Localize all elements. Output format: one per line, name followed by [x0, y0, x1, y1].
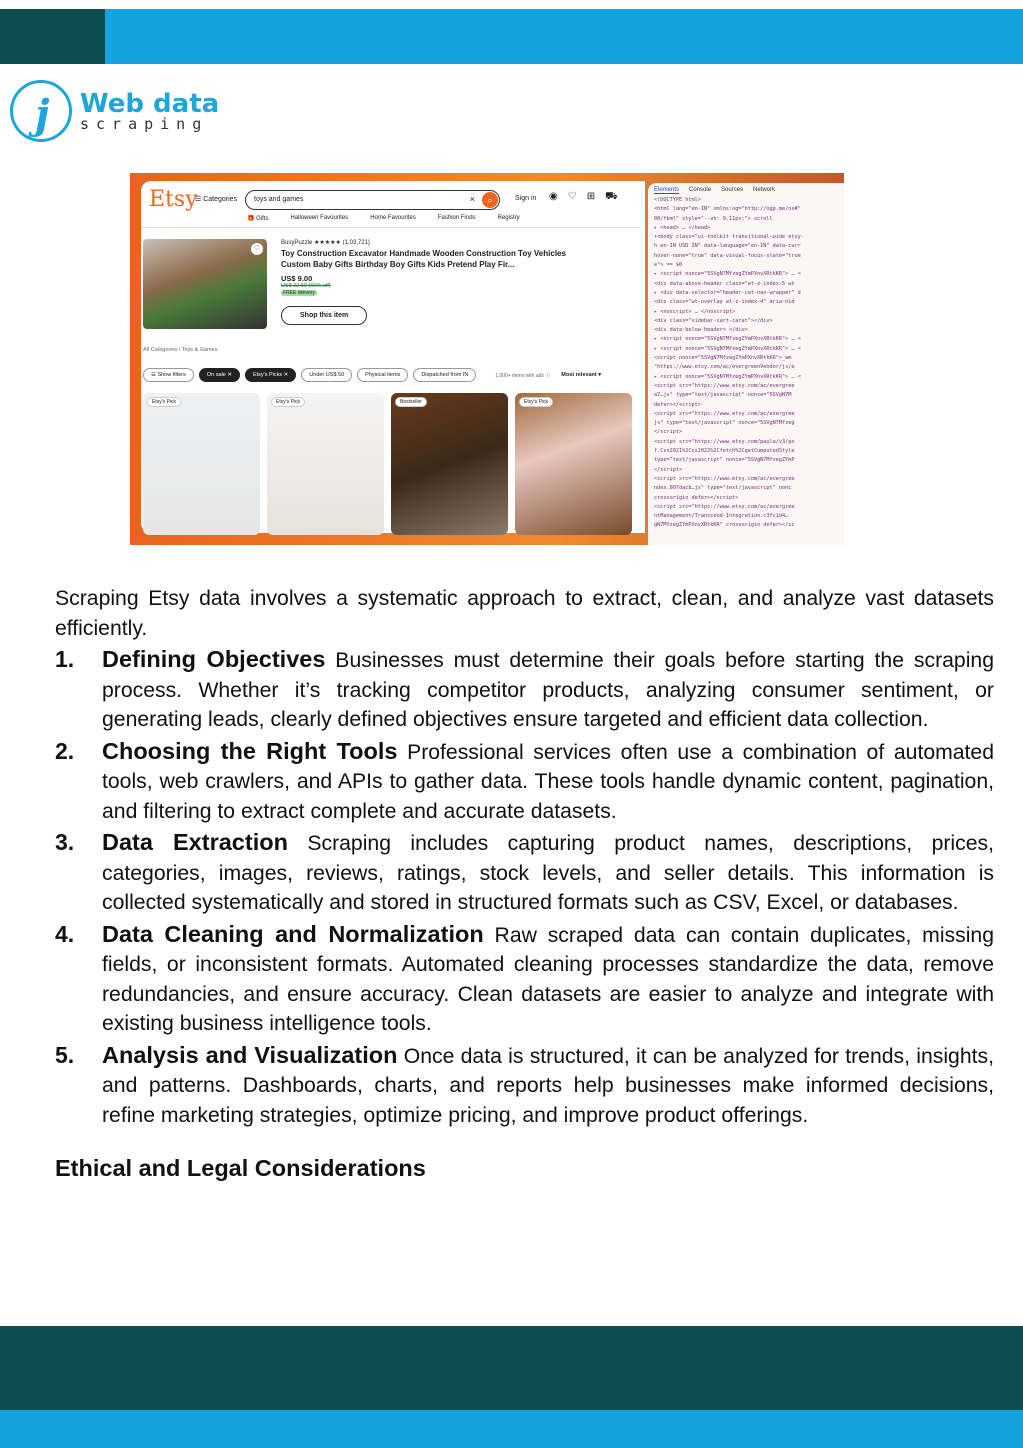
code-line: type="text/javascript" nonce="5SVgN7MfzegZYmP [654, 457, 795, 464]
code-line: 00/fbml" style="--vh: 9.11px;"> scroll [654, 215, 773, 222]
code-line: <script src="https://www.etsy.com/ac/evergree [654, 475, 795, 482]
list-item [55, 737, 994, 827]
item-number: 3. [55, 829, 75, 855]
code-line: ▸ <script nonce="5SVgN7MfzegZYmPXnvXRtkKR"> … < [654, 271, 801, 278]
section-heading: Ethical and Legal Considerations [55, 1155, 426, 1181]
filter-chip: Etsy's Picks ✕ [245, 368, 296, 382]
code-line: a7…js" type="text/javascript" nonce="5SVgN7M [654, 392, 792, 399]
code-line: e"> == $0 [654, 262, 683, 269]
list-item [55, 920, 994, 1039]
etsy-screenshot [130, 173, 844, 545]
item-text: Raw scraped data can contain duplicates, missing fields, or inconsistent formats. Automated cleaning processes standardize the data, remove redundancies, and ensure accuracy. Clean datasets are easier to analyze and integrate with existing business intelligence tools. [102, 923, 994, 1035]
item-text: Once data is structured, it can be analyzed for trends, insights, and patterns. Dashboards, charts, and reports help businesses make informed decisions, refine marketing strategies, optimize pricing, and improve product offerings. [102, 1044, 994, 1127]
article-body [55, 584, 994, 1132]
tile-badge: Etsy's Pick [271, 397, 305, 407]
code-line: <script nonce="5SVgN7MfzegZYmPXnvXRtkKR">_wm [654, 355, 792, 362]
nav-item: 🎁 Gifts [247, 216, 269, 222]
devtools-tab: Sources [721, 187, 744, 193]
product-title: Toy Construction Excavator Handmade Wooden Construction Toy Vehicles Custom Baby Gifts Birthday Boy Gifts Kids Pretend Play Fir... [281, 249, 566, 269]
code-line: js" type="text/javascript" nonce="5SVgN7Mfzeg [654, 420, 795, 427]
item-heading: Defining Objectives [102, 646, 326, 672]
item-number: 4. [55, 920, 75, 947]
nav-item: Halloween Favourites [290, 215, 349, 221]
company-logo [10, 78, 219, 144]
favorite-icon: ♡ [251, 243, 263, 255]
code-line: "https://www.etsy.com/ac/evergreenVendor/js/e [654, 364, 795, 371]
tile-badge: Bestseller [395, 397, 427, 407]
item-number: 5. [55, 1041, 75, 1068]
product-image [143, 239, 267, 329]
item-text: Businesses must determine their goals before starting the scraping process. Whether it’s tracking competitor products, analyzing consumer sentiment, or generating leads, clearly defined objectives ensure targeted and efficient data collection. [102, 649, 994, 731]
sign-in-link: Sign in [515, 195, 537, 202]
filter-chip: Under US$ 50 [301, 368, 352, 382]
devtools-tab: Elements [654, 187, 680, 193]
header-band [0, 9, 1023, 64]
item-heading: Analysis and Visualization [102, 1041, 398, 1068]
product-tile [143, 393, 260, 535]
nav-item: Home Favourites [370, 215, 416, 221]
logo-mark-icon [10, 80, 72, 142]
logo-main-text: Web data [80, 89, 220, 119]
filter-chip: On sale ✕ [199, 368, 240, 382]
list-item [55, 828, 994, 918]
nav-item: Fashion Finds [437, 215, 476, 221]
devtools-tab: Console [689, 187, 712, 193]
list-item [55, 1041, 994, 1131]
code-line: f.Css2021%2Css2022%2Cfetch%2CgetComputedStyle [654, 448, 795, 455]
code-line: <div data-below-header> </div> [654, 327, 748, 334]
code-line: <script src="https://www.etsy.com/paula/v3/po [654, 438, 795, 445]
clear-icon: × [469, 194, 475, 204]
filter-chip: Physical items [357, 368, 408, 382]
code-line: <div data-above-header class="wt-z-index-5 wt [654, 280, 795, 287]
code-line: <div class="sidebar-cart-carat"></div> [654, 317, 773, 324]
code-line: </script> [654, 429, 683, 436]
product-price: US$ 9.00 [281, 274, 313, 283]
item-text: Scraping includes capturing product names, descriptions, prices, categories, images, reviews, ratings, stock levels, and seller details. This information is collected systematically and stored in structured formats such as CSV, Excel, or databases. [102, 832, 994, 914]
item-heading: Choosing the Right Tools [102, 737, 398, 764]
gift-icon: ⊞ [586, 191, 596, 202]
nav-item: Registry [497, 215, 520, 221]
heart-icon: ♡ [567, 191, 577, 202]
etsy-logo: Etsy [149, 187, 198, 212]
code-line: ▸ <script nonce="5SVgN7MfzegZYmPXnvXRtkKR"> … < [654, 336, 801, 343]
seller-rating: BusyPuzzle ★★★★★ (1,03,721) [281, 240, 370, 246]
item-heading: Data Extraction [102, 829, 288, 855]
item-number: 1. [55, 646, 75, 672]
etsy-page [141, 181, 645, 533]
code-line: <div class="wt-overlay wt-z-index-4" aria-hid [654, 299, 795, 306]
code-line: <script src="https://www.etsy.com/ac/evergree [654, 503, 795, 510]
code-line: ▸ <div data-selector="header-cat-nav-wrapper" d [654, 289, 801, 296]
etsy-search-input [245, 190, 500, 210]
shop-item-button: Shop this item [281, 306, 367, 325]
categories-menu: ☰ Categories [195, 196, 238, 203]
steps-list [55, 645, 994, 1130]
product-tile [391, 393, 508, 535]
search-icon: ⌕ [482, 192, 498, 208]
filter-chip: Dispatched from IN [413, 368, 476, 382]
code-line: hover-none="true" data-visual-focus-state="true [654, 252, 801, 259]
item-number: 2. [55, 737, 75, 764]
footer-band [0, 1326, 1023, 1410]
item-heading: Data Cleaning and Normalization [102, 920, 484, 947]
code-line: <script src="https://www.etsy.com/ac/evergree [654, 410, 795, 417]
product-grid [143, 393, 632, 535]
code-line: ▸ <script nonce="5SVgN7MfzegZYmPXnvXRtkKR"> … < [654, 345, 801, 352]
code-line: crossorigin defer></script> [654, 494, 739, 501]
sort-dropdown: Most relevant ▾ [561, 372, 602, 378]
code-line: gN7MfzegZYmPXnvXRtkKR" crossorigin defer></sc [654, 522, 795, 529]
code-line: ▸ <script nonce="5SVgN7MfzegZYmPXnvXRtkKR"> … < [654, 373, 801, 380]
code-line: h en-IN USD IN" data-language="en-IN" data-curr [654, 243, 801, 250]
free-delivery-badge: FREE delivery [283, 290, 315, 296]
search-value: toys and games [254, 196, 304, 203]
results-count: 1,000+ items with ads ⓘ [495, 372, 551, 379]
devtools-panel [648, 183, 844, 545]
logo-sub-text: scraping [80, 115, 209, 133]
list-item [55, 645, 994, 735]
product-tile [515, 393, 632, 535]
devtools-tab: Network [753, 187, 776, 193]
code-line: ▸ <head> … </head> [654, 224, 711, 231]
logo-mark: j [35, 91, 50, 138]
item-text: Professional services often use a combination of automated tools, web crawlers, and APIs to gather data. These tools handle dynamic content, pagination, and filtering to extract complete and accurate datasets. [102, 740, 994, 823]
code-line: ntManagement/Transcend-Integration.c3fc1d4… [654, 513, 789, 520]
product-tile [267, 393, 384, 535]
code-line: defer></script> [654, 401, 701, 408]
old-price: US$ 22.50 (60% off) [281, 283, 331, 289]
header-band-accent [0, 9, 105, 64]
footer-band-accent [0, 1410, 1023, 1448]
tile-badge: Etsy's Pick [147, 397, 181, 407]
filter-chip: ☰ Show filters [143, 368, 194, 382]
cart-icon: ⛟ [605, 191, 618, 202]
code-line: ndex.007dacb…js" type="text/javascript" nonc [654, 485, 792, 492]
intro-paragraph: Scraping Etsy data involves a systematic approach to extract, clean, and analyze vast datasets efficiently. [55, 587, 994, 640]
code-line: <script src="https://www.etsy.com/ac/evergree [654, 382, 795, 389]
filter-bar [143, 368, 601, 382]
code-line: ▸ <noscript> … </noscript> [654, 308, 736, 315]
tile-badge: Etsy's Pick [519, 397, 553, 407]
flag-icon: ◉ [549, 191, 558, 202]
etsy-nav [247, 215, 520, 222]
code-line: ▾<body class="ui-toolkit transitional-wide etsy- [654, 234, 804, 241]
breadcrumb: All Categories / Toys & Games [143, 347, 218, 353]
code-line: </script> [654, 466, 683, 473]
code-line: <!DOCTYPE html> [654, 197, 701, 203]
code-line: <html lang="en-IN" xmlns:og="http://ogp.me/ns#" [654, 206, 801, 213]
